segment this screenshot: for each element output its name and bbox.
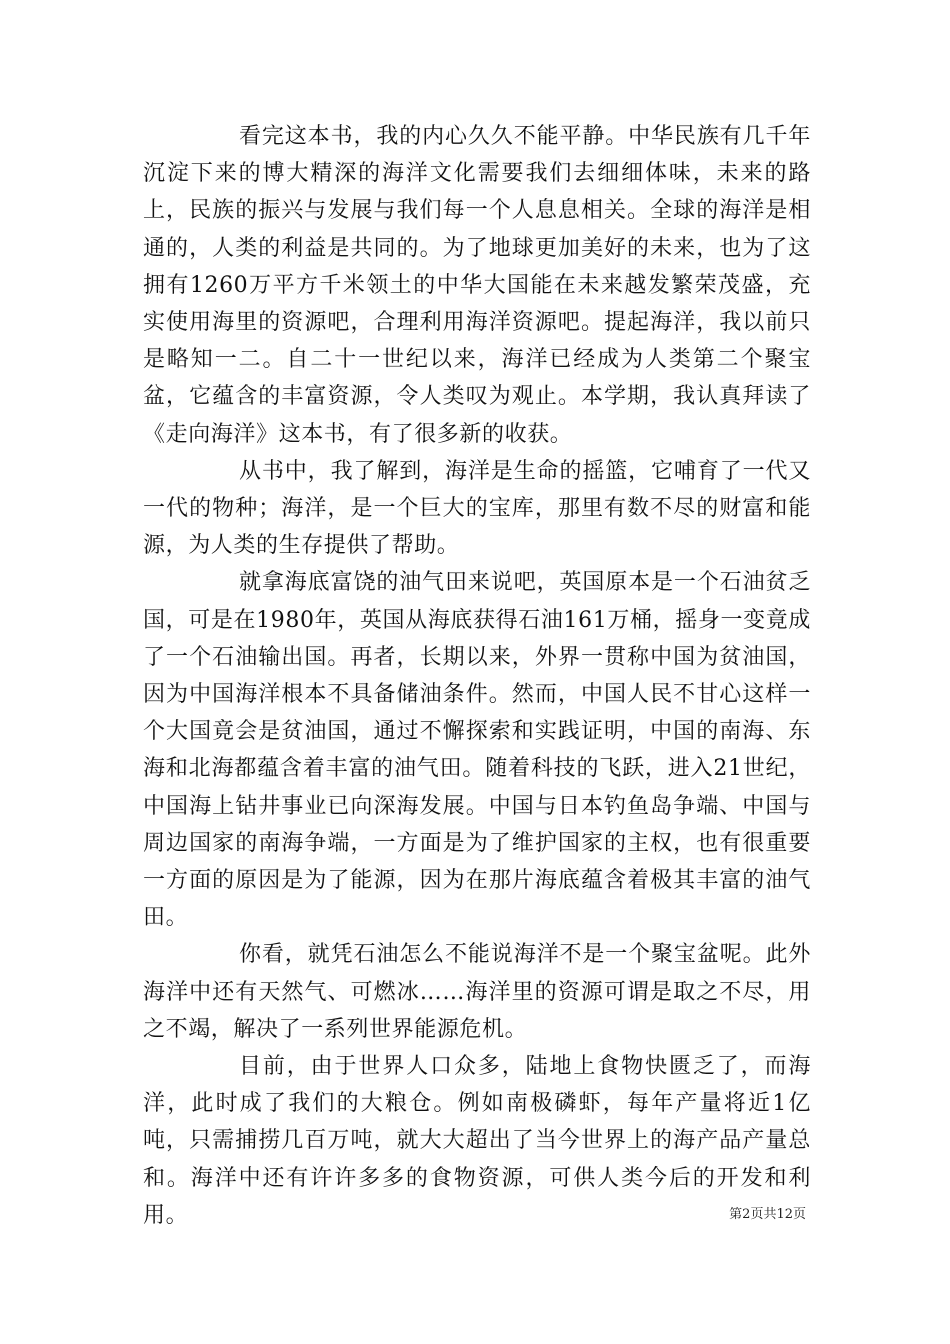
page-number-footer: 第2页共12页: [729, 1207, 806, 1222]
paragraph-5: 目前，由于世界人口众多，陆地上食物快匮乏了，而海洋，此时成了我们的大粮仓。例如南极磷虾，每年产量将近1亿吨，只需捕捞几百万吨，就大大超出了当今世界上的海产品产量总和。海洋中还有许许多多的食物资源，可供人类今后的开发和利用。: [143, 1054, 811, 1228]
paragraph-4: 你看，就凭石油怎么不能说海洋不是一个聚宝盆呢。此外海洋中还有天然气、可燃冰……海洋里的资源可谓是取之不尽，用之不竭，解决了一系列世界能源危机。: [143, 942, 811, 1042]
body-text: [143, 118, 811, 1234]
paragraph-2: 从书中，我了解到，海洋是生命的摇篮，它哺育了一代又一代的物种；海洋，是一个巨大的宝库，那里有数不尽的财富和能源，为人类的生存提供了帮助。: [143, 458, 811, 559]
paragraph-3: 就拿海底富饶的油气田来说吧，英国原本是一个石油贫乏国，可是在1980年，英国从海底获得石油161万桶，摇身一变竟成了一个石油输出国。再者，长期以来，外界一贯称中国为贫油国，因为中国海洋根本不具备储油条件。然而，中国人民不甘心这样一个大国竟会是贫油国，通过不懈探索和实践证明，中国的南海、东海和北海都蕴含着丰富的油气田。随着科技的飞跃，进入21世纪，中国海上钻井事业已向深海发展。中国与日本钓鱼岛争端、中国与周边国家的南海争端，一方面是为了维护国家的主权，也有很重要一方面的原因是为了能源，因为在那片海底蕴含着极其丰富的油气田。: [143, 570, 811, 931]
paragraph-1: 看完这本书，我的内心久久不能平静。中华民族有几千年沉淀下来的博大精深的海洋文化需要我们去细细体味，未来的路上，民族的振兴与发展与我们每一个人息息相关。全球的海洋是相通的，人类的利益是共同的。为了地球更加美好的未来，也为了这拥有1260万平方千米领土的中华大国能在未来越发繁荣茂盛，充实使用海里的资源吧，合理利用海洋资源吧。提起海洋，我以前只是略知一二。自二十一世纪以来，海洋已经成为人类第二个聚宝盆，它蕴含的丰富资源，令人类叹为观止。本学期，我认真拜读了《走向海洋》这本书，有了很多新的收获。: [143, 124, 811, 447]
